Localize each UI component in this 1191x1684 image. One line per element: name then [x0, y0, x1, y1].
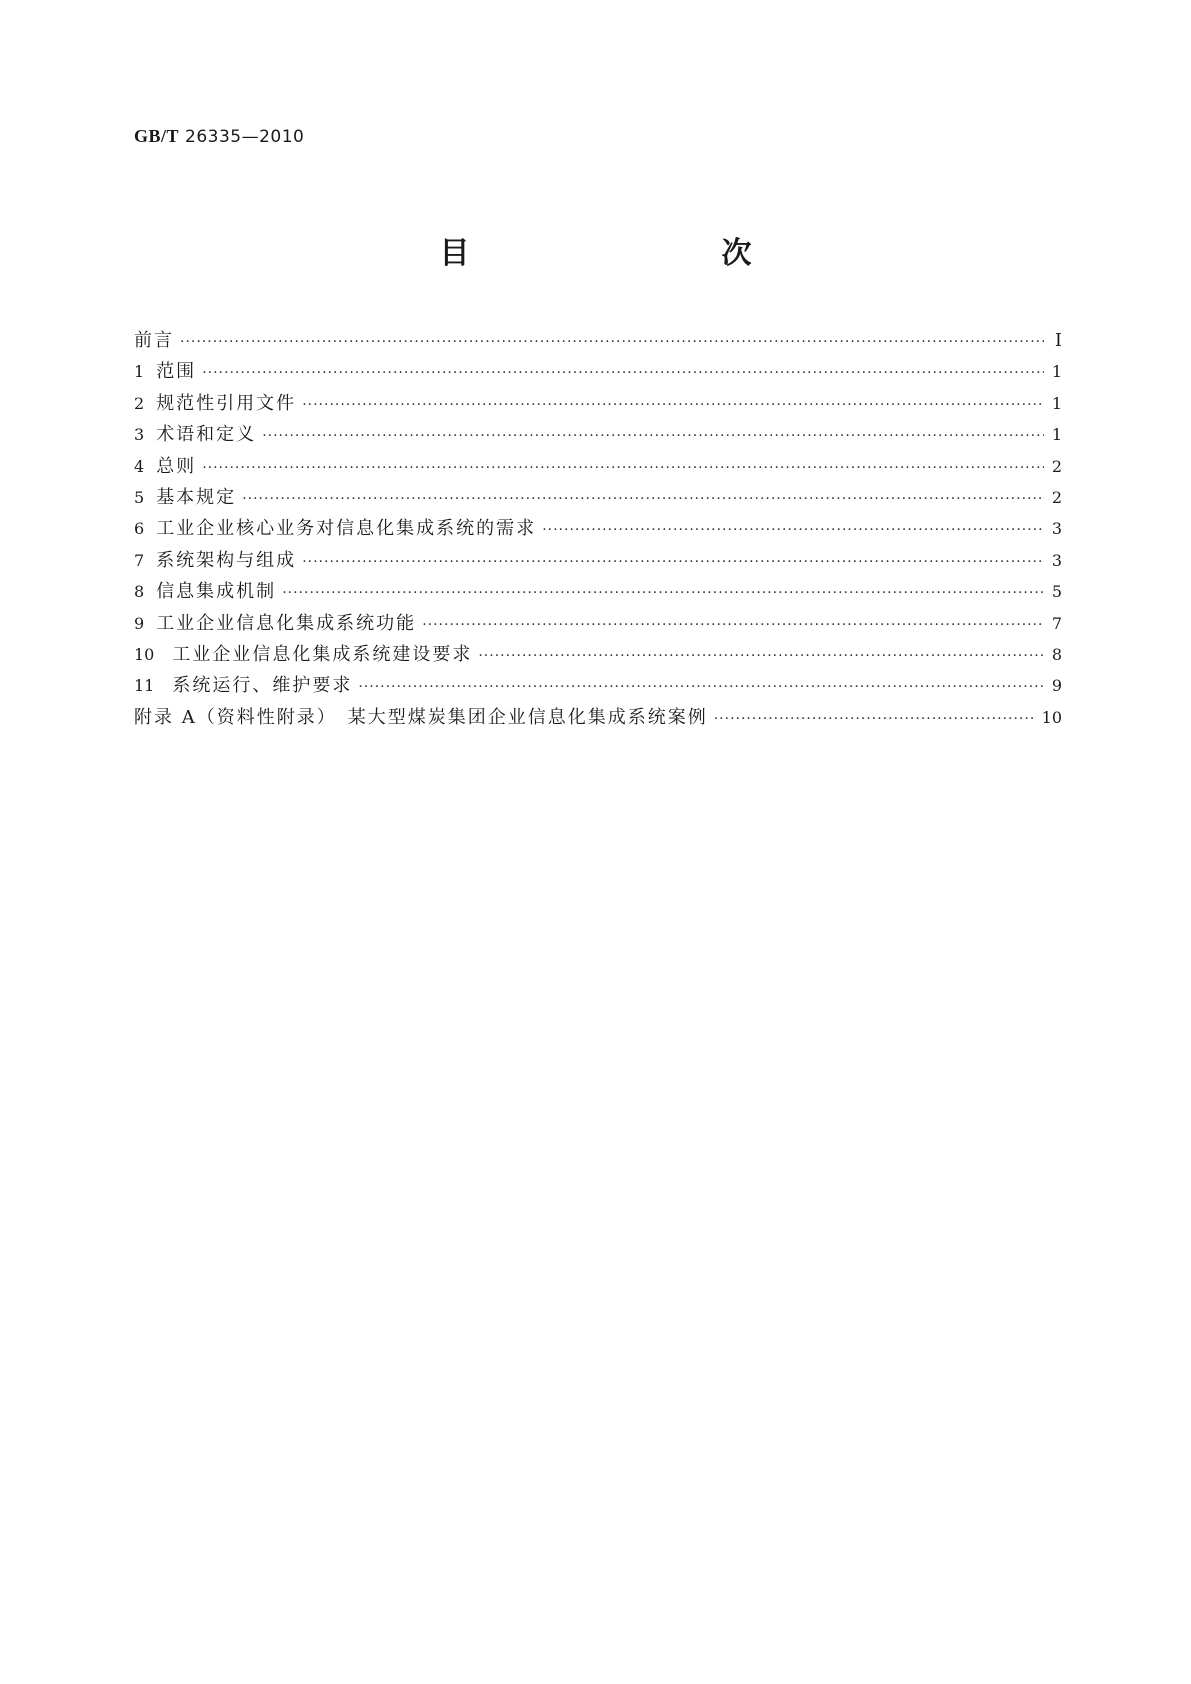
toc-entry-2[interactable]: [134, 389, 1062, 420]
toc-entry-page: 1: [1051, 393, 1062, 413]
dot-leader: [422, 617, 1044, 633]
toc-entry-label: 总则: [156, 455, 197, 477]
dot-leader: [302, 397, 1044, 413]
toc-entry-label: 规范性引用文件: [156, 392, 297, 414]
toc-entry-page: 3: [1051, 550, 1062, 570]
toc-entry-page: 1: [1051, 362, 1062, 382]
toc-entry-label: 工业企业信息化集成系统建设要求: [172, 643, 473, 665]
dot-leader: [358, 679, 1044, 695]
toc-entry-number: 6: [134, 519, 145, 539]
dot-leader: [202, 460, 1044, 476]
toc-entry-3[interactable]: [134, 420, 1062, 451]
table-of-contents: [134, 326, 1062, 734]
toc-entry-annex-a[interactable]: [134, 703, 1062, 734]
dot-leader: [302, 554, 1044, 570]
dot-leader: [714, 711, 1036, 727]
toc-entry-page: 10: [1041, 707, 1062, 727]
toc-entry-11[interactable]: [134, 671, 1062, 702]
toc-entry-label: 系统运行、维护要求: [172, 675, 353, 697]
toc-entry-page: 9: [1051, 676, 1062, 696]
toc-entry-label: 工业企业核心业务对信息化集成系统的需求: [156, 518, 537, 540]
toc-entry-page: 2: [1051, 487, 1062, 507]
toc-entry-number: 5: [134, 487, 145, 507]
toc-entry-page: Ⅰ: [1054, 330, 1062, 351]
toc-entry-number: 10: [134, 644, 155, 664]
dot-leader: [202, 365, 1044, 381]
document-header: [134, 126, 304, 147]
toc-entry-page: 2: [1051, 456, 1062, 476]
toc-entry-6[interactable]: [134, 514, 1062, 545]
page-title: 目 次: [439, 236, 816, 271]
toc-entry-number: 9: [134, 613, 145, 633]
toc-entry-page: 1: [1051, 425, 1062, 445]
toc-entry-label: 信息集成机制: [156, 581, 277, 603]
toc-entry-label: 基本规定: [156, 486, 237, 508]
toc-entry-foreword[interactable]: [134, 326, 1062, 357]
toc-entry-8[interactable]: [134, 577, 1062, 608]
toc-entry-4[interactable]: [134, 452, 1062, 483]
toc-entry-number: 4: [134, 456, 145, 476]
toc-entry-number: 7: [134, 550, 145, 570]
toc-entry-page: 7: [1051, 613, 1062, 633]
toc-entry-label: 前言: [134, 330, 174, 351]
toc-entry-page: 8: [1051, 644, 1062, 664]
toc-entry-page: 5: [1051, 582, 1062, 602]
toc-entry-number: 3: [134, 425, 145, 445]
standard-code: GB/T: [134, 126, 180, 146]
dot-leader: [262, 428, 1044, 444]
toc-entry-number: 2: [134, 393, 145, 413]
toc-entry-label: 工业企业信息化集成系统功能: [156, 612, 417, 634]
toc-entry-page: 3: [1051, 519, 1062, 539]
dot-leader: [282, 585, 1044, 601]
toc-entry-number: 1: [134, 362, 145, 382]
toc-entry-label: 附录 A（资料性附录） 某大型煤炭集团企业信息化集成系统案例: [134, 706, 708, 728]
toc-entry-9[interactable]: [134, 609, 1062, 640]
dot-leader: [542, 522, 1044, 538]
toc-entry-label: 术语和定义: [156, 424, 257, 446]
dot-leader: [180, 334, 1044, 350]
toc-entry-7[interactable]: [134, 546, 1062, 577]
toc-entry-label: 范围: [156, 361, 197, 383]
toc-entry-1[interactable]: [134, 357, 1062, 388]
toc-entry-10[interactable]: [134, 640, 1062, 671]
standard-number: 26335—2010: [185, 127, 305, 147]
dot-leader: [242, 491, 1044, 507]
toc-entry-number: 11: [134, 676, 155, 696]
toc-entry-label: 系统架构与组成: [156, 549, 297, 571]
dot-leader: [478, 648, 1044, 664]
toc-entry-5[interactable]: [134, 483, 1062, 514]
toc-entry-number: 8: [134, 582, 145, 602]
